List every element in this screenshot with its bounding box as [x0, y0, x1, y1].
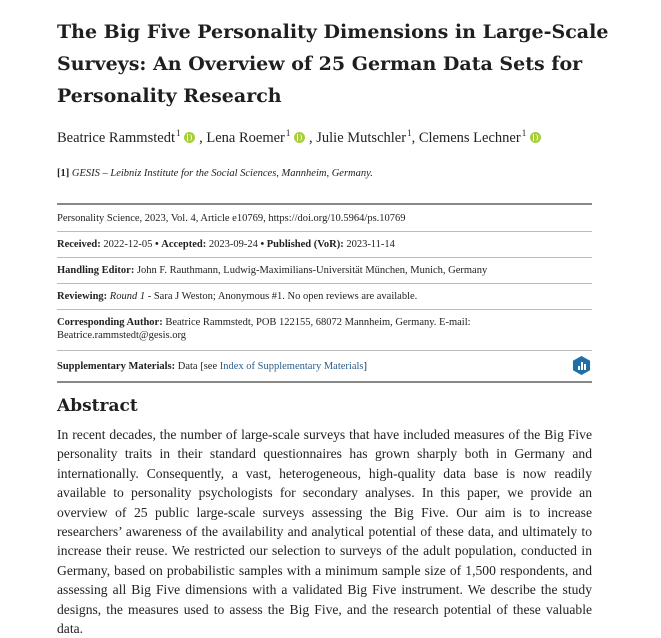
dot-separator: •	[154, 239, 159, 250]
author-separator: ,	[195, 130, 207, 146]
supplementary-label: Supplementary Materials:	[57, 361, 176, 372]
dot-separator: •	[260, 239, 265, 250]
supplementary-index-link[interactable]: Index of Supplementary Materials	[219, 361, 364, 372]
accepted-date: 2023-09-24	[208, 239, 258, 250]
accepted-label: Accepted:	[161, 239, 207, 250]
orcid-icon[interactable]	[184, 132, 195, 143]
author-separator: ,	[411, 130, 419, 146]
handling-editor-label: Handling Editor:	[57, 265, 135, 276]
title-line-2: Surveys: An Overview of 25 German Data Sets for	[57, 53, 583, 75]
affiliation-index: [1]	[57, 168, 70, 179]
divider	[57, 283, 592, 284]
citation-line	[57, 212, 592, 225]
metadata-top-rule	[57, 203, 592, 205]
reviewing-label: Reviewing:	[57, 291, 108, 302]
metadata-bottom-rule	[57, 381, 592, 383]
orcid-icon[interactable]	[294, 132, 305, 143]
divider	[57, 231, 592, 232]
citation-text: Personality Science, 2023, Vol. 4, Article e10769, https://doi.org/10.5964/ps.10769	[57, 213, 406, 224]
divider	[57, 350, 592, 351]
divider	[57, 309, 592, 310]
supplementary-pre: Data [see	[177, 361, 220, 372]
affiliation-text: GESIS – Leibniz Institute for the Social Sciences, Mannheim, Germany.	[71, 168, 373, 179]
author-list	[57, 128, 541, 147]
received-date: 2022-12-05	[103, 239, 153, 250]
abstract-heading: Abstract	[57, 396, 138, 416]
author-name: Julie Mutschler	[316, 130, 407, 146]
author-affil-index: 1	[521, 128, 527, 138]
author-affil-index: 1	[175, 128, 181, 138]
orcid-icon[interactable]	[530, 132, 541, 143]
author-affil-index: 1	[285, 128, 291, 138]
author-name: Clemens Lechner	[418, 130, 521, 146]
paper-title	[57, 16, 617, 112]
dates-line	[57, 238, 592, 251]
title-line-1: The Big Five Personality Dimensions in Large-Scale	[57, 21, 609, 43]
corresponding-author-text: Beatrice Rammstedt, POB 122155, 68072 Mannheim, Germany. E-mail: Beatrice.rammstedt@gesis.org	[57, 317, 471, 341]
review-round: Round 1	[109, 291, 146, 302]
author-name: Beatrice Rammstedt	[57, 130, 175, 146]
reviewing-text: - Sara J Weston; Anonymous #1. No open reviews are available.	[145, 291, 418, 302]
title-line-3: Personality Research	[57, 85, 282, 107]
handling-editor-text: John F. Rauthmann, Ludwig-Maximilians-Universität München, Munich, Germany	[136, 265, 488, 276]
supplementary-post: ]	[363, 361, 367, 372]
author-separator: ,	[305, 130, 317, 146]
received-label: Received:	[57, 239, 101, 250]
corresponding-author-label: Corresponding Author:	[57, 317, 163, 328]
corresponding-author-line	[57, 316, 592, 342]
abstract-text: In recent decades, the number of large-scale surveys that have included measures of the Big Five personality traits in their standard questionnaires has grown sharply both in Germany and internationally. Consequently, a vast, heterogeneous, high-quality data base is now readily available to personality psychologists for secondary analyses. In this paper, we provide an overview of 25 public large-scale surveys assessing the Big Five. Our aim is to increase researchers’ awareness of the availability and analytical potential of these data, and ultimately to increase their reuse. We restricted our selection to surveys of the adult population, conducted in Germany, based on probabilistic samples with a minimum sample size of 1,500 respondents, and assessing all Big Five dimensions with a validated Big Five instrument. We describe the study designs, the measures used to assess the Big Five, and the research potential of these valuable data.	[57, 427, 592, 637]
author-affil-index: 1	[407, 128, 412, 138]
reviewing-line	[57, 290, 592, 303]
published-date: 2023-11-14	[346, 239, 395, 250]
supplementary-line	[57, 360, 592, 373]
published-label: Published (VoR):	[266, 239, 344, 250]
handling-editor-line	[57, 264, 592, 277]
affiliation	[57, 168, 373, 179]
author-name: Lena Roemer	[206, 130, 285, 146]
divider	[57, 257, 592, 258]
